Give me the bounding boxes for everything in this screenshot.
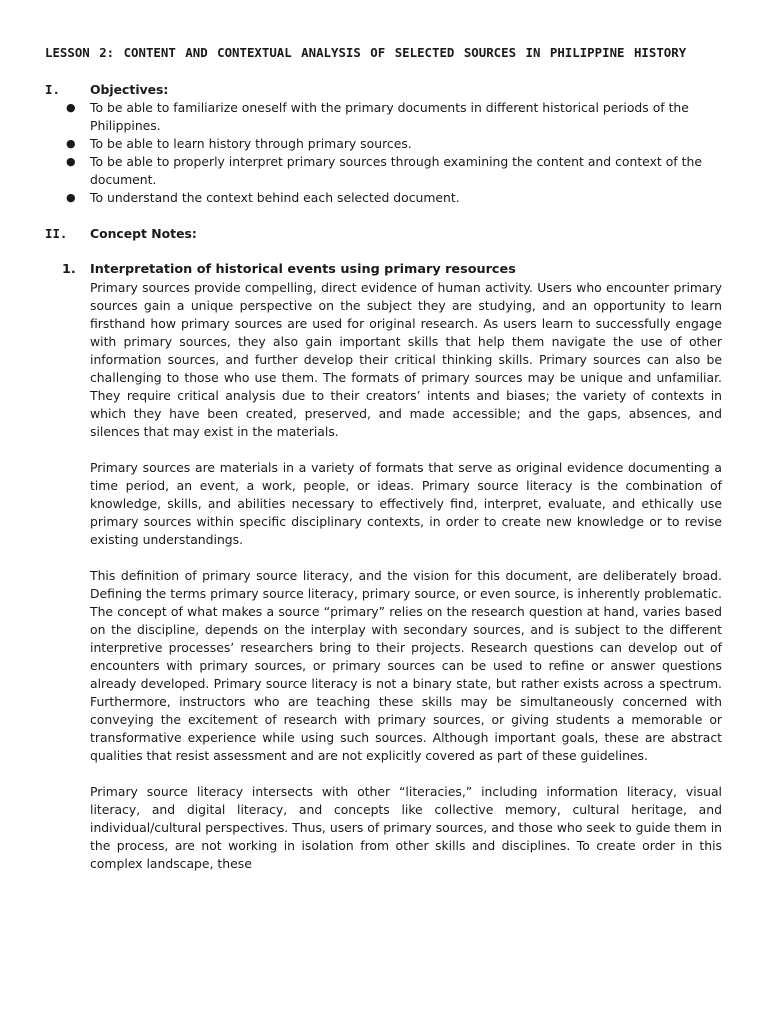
objective-text: To be able to learn history through primary sources. (90, 136, 412, 151)
section-numeral: II. (45, 226, 68, 241)
subsection-number: 1. (62, 262, 76, 277)
subsection-body (90, 279, 722, 873)
list-item (45, 189, 722, 207)
lesson-title: LESSON 2: CONTENT AND CONTEXTUAL ANALYSIS OF SELECTED SOURCES IN PHILIPPINE HISTORY (45, 45, 687, 60)
section-title: Objectives: (90, 82, 169, 97)
objective-text: To be able to properly interpret primary sources through examining the content and context of the document. (90, 154, 702, 187)
section-concept-notes-heading (45, 225, 722, 243)
list-item (45, 135, 722, 153)
section-title: Concept Notes: (90, 226, 197, 241)
subsection-title: Interpretation of historical events using primary resources (90, 262, 516, 277)
subsection-heading (45, 261, 722, 279)
document-page (45, 44, 722, 891)
objectives-list (45, 99, 722, 207)
bullet-icon: ● (66, 101, 76, 114)
paragraph: This definition of primary source literacy, and the vision for this document, are deliberately broad. Defining the terms primary source literacy, primary source, or even source, is inherently problematic. The concept of what makes a source “primary” relies on the research question at hand, varies based on the discipline, depends on the interplay with secondary sources, and is subject to the different interpretive processes’ researchers bring to their projects. Research questions can develop out of encounters with primary sources, or primary sources can be used to refine or answer questions already developed. Primary source literacy is not a binary state, but rather exists across a spectrum. Furthermore, instructors who are teaching these skills may be simultaneously concerned with conveying the excitement of research with primary sources, or giving students a memorable or transformative experience while using such sources. Although important goals, these are abstract qualities that resist assessment and are not explicitly covered as part of these guidelines. (90, 568, 722, 763)
bullet-icon: ● (66, 191, 76, 204)
list-item (45, 153, 722, 189)
bullet-icon: ● (66, 155, 76, 168)
section-numeral: I. (45, 82, 60, 97)
paragraph: Primary sources provide compelling, direct evidence of human activity. Users who encounter primary sources gain a unique perspective on the subject they are studying, and an opportunity to learn firsthand how primary sources are used for original research. As users learn to successfully engage with primary sources, they also gain important skills that help them navigate the use of other information sources, and further develop their critical thinking skills. Primary sources can also be challenging to those who use them. The formats of primary sources may be unique and unfamiliar. They require critical analysis due to their creators’ intents and biases; the variety of contexts in which they have been created, preserved, and made accessible; and the gaps, absences, and silences that may exist in the materials. (90, 280, 722, 439)
bullet-icon: ● (66, 137, 76, 150)
paragraph: Primary source literacy intersects with other “literacies,” including information literacy, visual literacy, and digital literacy, and concepts like collective memory, cultural heritage, and individual/cultural perspectives. Thus, users of primary sources, and those who seek to guide them in the process, are not working in isolation from other skills and disciplines. To create order in this complex landscape, these (90, 784, 722, 871)
paragraph: Primary sources are materials in a variety of formats that serve as original evidence documenting a time period, an event, a work, people, or ideas. Primary source literacy is the combination of knowledge, skills, and abilities necessary to effectively find, interpret, evaluate, and ethically use primary sources within specific disciplinary contexts, in order to create new knowledge or to revise existing understandings. (90, 460, 722, 547)
section-objectives-heading (45, 81, 722, 99)
objective-text: To understand the context behind each selected document. (90, 190, 460, 205)
objective-text: To be able to familiarize oneself with the primary documents in different historical periods of the Philippines. (90, 100, 689, 133)
list-item (45, 99, 722, 135)
